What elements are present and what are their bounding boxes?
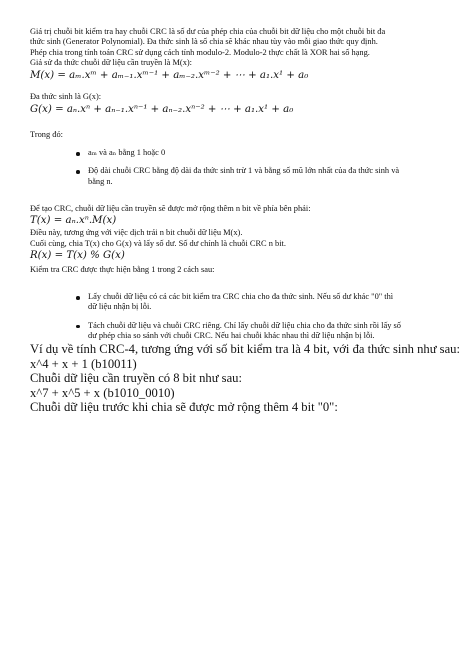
formula-r: R(x) = T(x) % G(x) — [30, 250, 125, 262]
list-item: Lấy chuỗi dữ liệu có cả các bit kiểm tra CRC chia cho đa thức sinh. Nếu số dư khác "0" thì dữ liệu nhận bị lỗi. — [76, 292, 446, 313]
intro-line: Phép chia trong tính toán CRC sử dụng cách tính modulo-2. Modulo-2 thực chất là XOR hai số hạng. — [30, 47, 370, 57]
intro-line: thức sinh (Generator Polynomial). Đa thức sinh là số chia sẽ khác nhau tùy vào mỗi giao thức quy định. — [30, 37, 378, 47]
intro-line: Giả sử đa thức chuỗi dữ liệu cần truyền là M(x): — [30, 58, 192, 68]
generator-label: Đa thức sinh là G(x): — [30, 92, 102, 101]
intro-paragraph — [30, 27, 446, 69]
formula-g: G(x) = aₙ.xⁿ + aₙ₋₁.xⁿ⁻¹ + aₙ₋₂.xⁿ⁻² + ⋯ + a₁.x¹ + a₀ — [30, 104, 294, 115]
formula-m: M(x) = aₘ.xᵐ + aₘ₋₁.xᵐ⁻¹ + aₘ₋₂.xᵐ⁻² + ⋯ + a₁.x¹ + a₀ — [30, 70, 309, 81]
check-label: Kiểm tra CRC được thực hiện bằng 1 trong 2 cách sau: — [30, 265, 215, 275]
list-item: Tách chuỗi dữ liệu và chuỗi CRC riêng. Chỉ lấy chuỗi dữ liệu chia cho đa thức sinh rồi lấy số dư phép chia so sánh với chuỗi CRC. Nếu hai chuỗi khác nhau thì dữ liệu nhận bị lỗi. — [76, 321, 446, 342]
formula-m-text: aₘ.xᵐ + aₘ₋₁.xᵐ⁻¹ + aₘ₋₂.xᵐ⁻² + ⋯ + a₁.x¹ + a₀ — [69, 70, 309, 81]
where-list — [76, 148, 446, 187]
bullet-icon — [76, 170, 80, 174]
formula-g-text: aₙ.xⁿ + aₙ₋₁.xⁿ⁻¹ + aₙ₋₂.xⁿ⁻² + ⋯ + a₁.x¹ + a₀ — [66, 104, 294, 115]
where-label: Trong đó: — [30, 130, 63, 139]
example-section: Ví dụ về tính CRC-4, tương ứng với số bit kiểm tra là 4 bit, với đa thức sinh như sau: x^4 + x + 1 (b10011) Chuỗi dữ liệu cần truyền có 8 bit như sau: x^7 + x^5 + x (b1010_0010) Chuỗi dữ liệu trước khi chia sẽ được mở rộng thêm 4 bit "0": — [30, 342, 460, 415]
formula-t: T(x) = aₙ.xⁿ.M(x) — [30, 215, 117, 227]
send-section: Để tạo CRC, chuỗi dữ liệu cần truyền sẽ được mở rộng thêm n bit về phía bên phải: T(x) = aₙ.xⁿ.M(x) Điều này, tương ứng với việc dịch trái n bit chuỗi dữ liệu M(x). Cuối cùng, chia T(x) cho G(x) và lấy số dư. Số dư chính là chuỗi CRC n bit. R(x) = T(x) % G(x) Kiểm tra CRC được thực hiện bằng 1 trong 2 cách sau: — [30, 204, 446, 276]
bullet-icon — [76, 325, 80, 329]
check-list — [76, 292, 446, 342]
list-item: aₘ và aₙ bằng 1 hoặc 0 — [76, 148, 446, 158]
bullet-icon — [76, 152, 80, 156]
bullet-icon — [76, 296, 80, 300]
intro-line: Giá trị chuỗi bit kiểm tra hay chuỗi CRC là số dư của phép chia của chuỗi bit dữ liệu cho một chuỗi bit đa — [30, 27, 386, 36]
list-item: Độ dài chuỗi CRC bằng độ dài đa thức sinh trừ 1 và bằng số mũ lớn nhất của đa thức sinh và bằng n. — [76, 166, 446, 187]
